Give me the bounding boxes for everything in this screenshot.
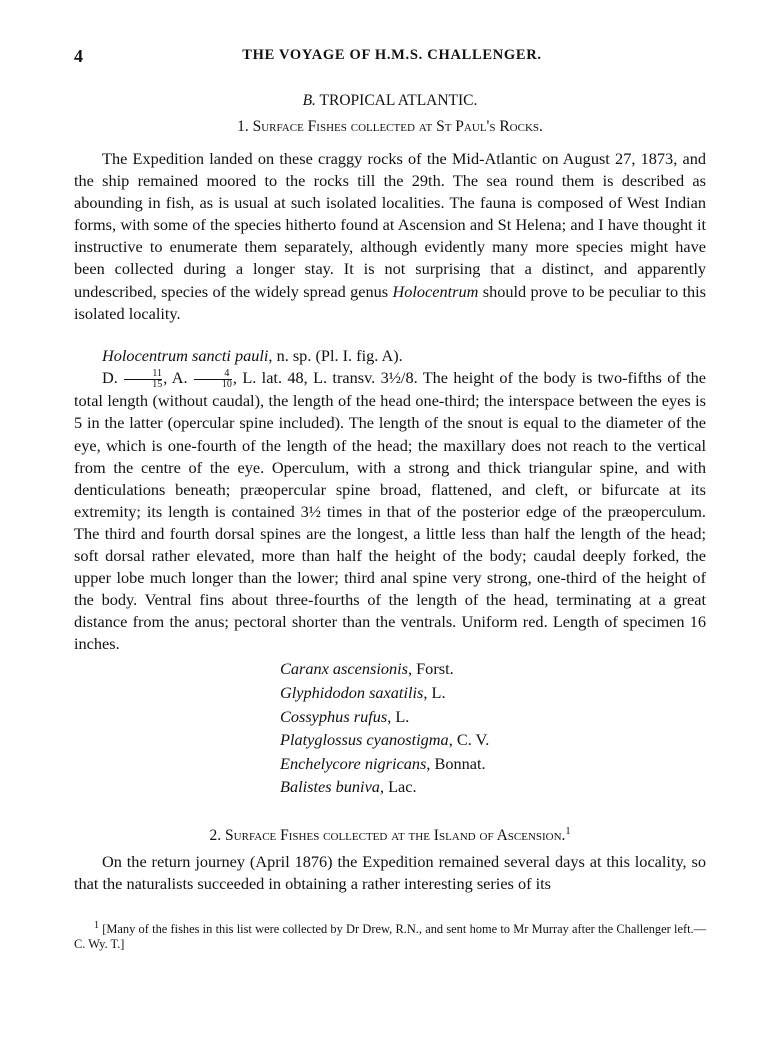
- species-description: [74, 367, 706, 656]
- intro-paragraph: [74, 148, 706, 325]
- species-list-name: Glyphidodon saxatilis: [280, 683, 424, 703]
- species-list-authority: , C. V.: [448, 730, 490, 750]
- section-b-letter: B.: [302, 92, 316, 109]
- section-1-heading: [74, 116, 706, 138]
- species-list-authority: , L.: [387, 706, 410, 726]
- anal-label: , A.: [163, 367, 188, 387]
- list-item: [280, 752, 706, 776]
- species-name: Holocentrum sancti pauli: [102, 345, 269, 365]
- footnote-ref: 1: [565, 826, 571, 838]
- species-list-name: Cossyphus rufus: [280, 706, 388, 726]
- running-header: [74, 46, 710, 68]
- intro-text-a: The Expedition landed on these craggy rocks of the Mid-Atlantic on August 27, 1873, and the ship remained moored to the rocks till the 29th. The sea round them is described as abounding in fish, as is usual at such isolated localities. The fauna is composed of West Indian forms, with some of the species hitherto found at Ascension and St Helena; and I have thought it instructive to enumerate them separately, although evidently many more species might have been collected during a longer stay. It is not surprising that a distinct, and apparently undescribed, species of the widely spread genus: [74, 149, 706, 301]
- list-item: [280, 728, 706, 752]
- page-number: 4: [74, 46, 83, 66]
- species-list: [280, 657, 706, 799]
- section-2-title: Surface Fishes collected at the Island of Ascension.: [225, 827, 566, 845]
- dorsal-numerator: 11: [152, 368, 162, 380]
- dorsal-label: D.: [102, 367, 118, 387]
- intro-text-b: should prove to be peculiar to this isolated locality.: [74, 281, 706, 323]
- species-list-authority: , Forst.: [407, 659, 454, 679]
- species-list-name: Enchelycore nigricans: [280, 753, 427, 773]
- section-2-number: 2.: [209, 827, 222, 845]
- dorsal-formula: [124, 369, 162, 390]
- footnote-text: [Many of the fishes in this list were collected by Dr Drew, R.N., and sent home to Mr Murray after the Challenger left.—C. Wy. T.]: [74, 922, 706, 952]
- species-list-name: Balistes buniva: [280, 777, 380, 797]
- list-item: [280, 775, 706, 799]
- species-list-authority: , Bonnat.: [426, 753, 486, 773]
- section-b-title: TROPICAL ATLANTIC.: [319, 92, 478, 109]
- section-1-title: Surface Fishes collected at St Paul's Rocks.: [252, 118, 543, 135]
- running-title: THE VOYAGE OF H.M.S. CHALLENGER.: [242, 47, 542, 63]
- footnote-mark: 1: [94, 920, 99, 931]
- closing-paragraph: On the return journey (April 1876) the Expedition remained several days at this locality, so that the naturalists succeeded in obtaining a rather interesting series of its: [74, 852, 706, 894]
- species-list-name: Caranx ascensionis: [280, 659, 408, 679]
- section-2-heading: [74, 821, 706, 847]
- footnote: [74, 918, 706, 952]
- species-list-authority: , L.: [423, 683, 446, 703]
- species-list-authority: , Lac.: [379, 777, 417, 797]
- list-item: [280, 681, 706, 705]
- description-text: , L. lat. 48, L. transv. 3½/8. The height of the body is two-fifths of the total length (without caudal), the length of the head one-third; the interspace between the eyes is 5 in the latter (opercular spine included). The length of the snout is equal to the diameter of the eye, which is one-fourth of the length of the head; the maxillary does not reach to the vertical from the centre of the eye. Operculum, with a strong and thick triangular spine, and with denticulations beneath; præopercular spine broad, flattened, and cleft, or bifurcate at its extremity; its length is contained 3½ times in that of the posterior edge of the præoperculum. The third and fourth dorsal spines are the longest, a little less than half the length of the head; soft dorsal rather elevated, more than half the height of the body; caudal deeply forked, the upper lobe much longer than the lower; third anal spine very strong, one-third of the height of the body. Ventral fins about three-fourths of the length of the head, terminating at a great distance from the anus; pectoral shorter than the ventrals. Uniform red. Length of specimen 16 inches.: [74, 367, 707, 654]
- list-item: [280, 657, 706, 681]
- section-b-heading: [74, 90, 706, 112]
- section-1-number: 1.: [237, 118, 249, 135]
- page-body: [74, 90, 706, 895]
- anal-denominator: 10: [194, 379, 232, 390]
- species-list-name: Platyglossus cyanostigma: [280, 730, 449, 750]
- list-item: [280, 705, 706, 729]
- anal-numerator: 4: [224, 368, 230, 380]
- intro-genus-italic: Holocentrum: [392, 281, 479, 301]
- species-heading: [74, 345, 706, 367]
- anal-formula: [194, 369, 232, 390]
- dorsal-denominator: 15: [124, 379, 162, 390]
- species-rest: , n. sp. (Pl. I. fig. A).: [268, 345, 403, 365]
